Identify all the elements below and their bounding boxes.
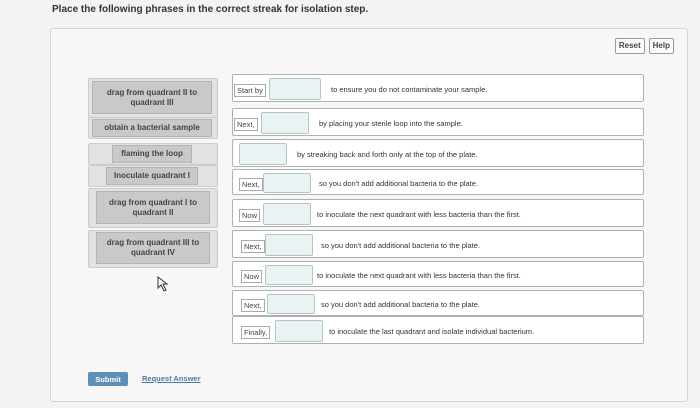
- submit-button[interactable]: Submit: [88, 372, 128, 386]
- answer-row: [232, 108, 644, 136]
- row-prefix: Now: [241, 270, 262, 283]
- row-prefix: Next,: [239, 178, 263, 191]
- reset-button[interactable]: Reset: [615, 38, 645, 54]
- row-text: to inoculate the next quadrant with less bacteria than the first.: [317, 210, 521, 219]
- answer-row: [232, 290, 644, 316]
- answer-row: [232, 261, 644, 287]
- drag-chip[interactable]: drag from quadrant I to quadrant II: [96, 191, 210, 224]
- answer-row: [232, 230, 644, 258]
- row-prefix: Next,: [241, 299, 265, 312]
- row-text: so you don't add additional bacteria to the plate.: [321, 300, 481, 309]
- drag-chip[interactable]: drag from quadrant II to quadrant III: [92, 81, 212, 114]
- drop-slot[interactable]: [275, 320, 323, 342]
- drop-slot[interactable]: [263, 173, 311, 193]
- drop-slot[interactable]: [239, 143, 287, 165]
- row-prefix: Next,: [241, 240, 265, 253]
- row-text: so you don't add additional bacteria to the plate.: [319, 179, 479, 188]
- cursor-icon: [157, 276, 171, 292]
- answer-row: [232, 316, 644, 344]
- answer-row: [232, 199, 644, 227]
- drag-chip[interactable]: flaming the loop: [112, 145, 192, 163]
- row-text: to inoculate the last quadrant and isolate individual bacterium.: [329, 327, 535, 336]
- drop-slot[interactable]: [263, 203, 311, 225]
- row-text: so you don't add additional bacteria to the plate.: [321, 241, 481, 250]
- drag-chip[interactable]: Inoculate quadrant I: [106, 167, 198, 185]
- answer-row: [232, 139, 644, 167]
- help-button[interactable]: Help: [649, 38, 674, 54]
- question-prompt: Place the following phrases in the correct streak for isolation step.: [52, 4, 369, 15]
- row-prefix: Start by: [234, 84, 266, 97]
- row-prefix: Next,: [234, 118, 258, 131]
- drop-slot[interactable]: [261, 112, 309, 134]
- drop-slot[interactable]: [265, 234, 313, 256]
- top-buttons: [615, 38, 674, 54]
- answer-row: [232, 169, 644, 195]
- drop-slot[interactable]: [269, 78, 321, 100]
- request-answer-link[interactable]: Request Answer: [142, 374, 201, 383]
- row-text: by streaking back and forth only at the top of the plate.: [297, 150, 478, 159]
- row-prefix: Finally,: [241, 326, 270, 339]
- row-text: by placing your sterile loop into the sample.: [319, 119, 463, 128]
- drag-chip[interactable]: drag from quadrant III to quadrant IV: [96, 232, 210, 264]
- row-prefix: Now: [239, 209, 260, 222]
- drop-slot[interactable]: [265, 265, 313, 285]
- answer-row: [232, 74, 644, 102]
- drop-slot[interactable]: [267, 294, 315, 314]
- row-text: to inoculate the next quadrant with less bacteria than the first.: [317, 271, 521, 280]
- row-text: to ensure you do not contaminate your sample.: [331, 85, 488, 94]
- drag-chip[interactable]: obtain a bacterial sample: [92, 119, 212, 137]
